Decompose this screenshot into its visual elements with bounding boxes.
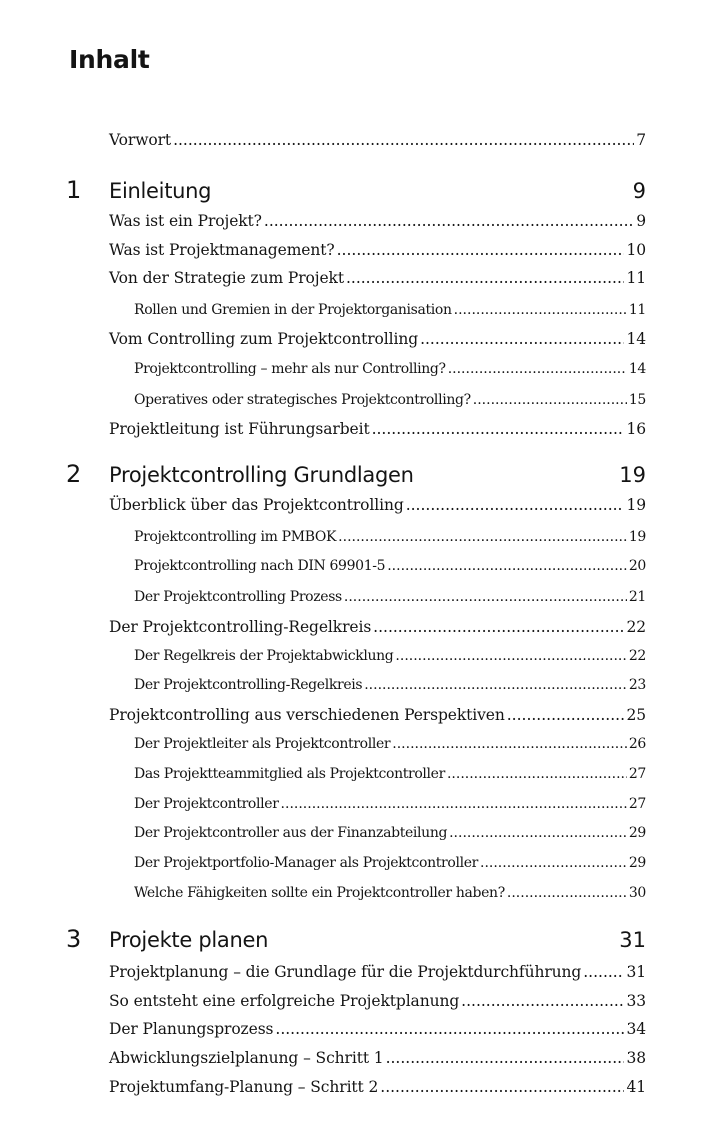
entry-title: Der Planungsprozess bbox=[109, 1020, 274, 1038]
entry-page-number: 29 bbox=[628, 855, 646, 871]
entry-title: Der Projektcontrolling-Regelkreis bbox=[134, 677, 363, 693]
dot-leader bbox=[448, 361, 627, 377]
toc-section bbox=[109, 131, 646, 149]
toc-subsection bbox=[134, 885, 646, 901]
dot-leader bbox=[507, 706, 625, 724]
dot-leader bbox=[346, 269, 625, 287]
entry-page-number: 11 bbox=[626, 269, 646, 287]
chapter-number: 3 bbox=[66, 925, 82, 953]
entry-title: Von der Strategie zum Projekt bbox=[109, 269, 344, 287]
entry-page-number: 16 bbox=[626, 420, 646, 438]
entry-page-number: 7 bbox=[636, 131, 646, 149]
dot-leader bbox=[449, 825, 627, 841]
toc-chapter bbox=[66, 176, 646, 204]
entry-page-number: 14 bbox=[628, 361, 646, 377]
toc-section bbox=[109, 1049, 646, 1067]
dot-leader bbox=[406, 496, 625, 514]
entry-title: So entsteht eine erfolgreiche Projektplanung bbox=[109, 992, 460, 1010]
toc-subsection bbox=[134, 361, 646, 377]
entry-page-number: 26 bbox=[628, 736, 646, 752]
dot-leader bbox=[461, 992, 624, 1010]
entry-title: Projektcontrolling im PMBOK bbox=[134, 529, 337, 545]
toc-section bbox=[109, 706, 646, 724]
entry-title: Der Projektcontroller aus der Finanzabteilung bbox=[134, 825, 448, 841]
dot-leader bbox=[173, 131, 634, 149]
dot-leader bbox=[373, 618, 624, 636]
entry-title: Vorwort bbox=[109, 131, 172, 149]
entry-title: Projektcontrolling nach DIN 69901-5 bbox=[134, 558, 386, 574]
toc-section bbox=[109, 420, 646, 438]
entry-page-number: 41 bbox=[626, 1078, 646, 1096]
dot-leader bbox=[372, 420, 625, 438]
entry-page-number: 27 bbox=[628, 796, 646, 812]
entry-title: Welche Fähigkeiten sollte ein Projektcontroller haben? bbox=[134, 885, 505, 901]
dot-leader bbox=[387, 558, 627, 574]
entry-page-number: 9 bbox=[636, 212, 646, 230]
entry-title: Der Projektcontrolling-Regelkreis bbox=[109, 618, 372, 636]
chapter-title: Projekte planen bbox=[109, 928, 269, 952]
toc-subsection bbox=[134, 302, 646, 318]
entry-page-number: 33 bbox=[626, 992, 646, 1010]
toc-subsection bbox=[134, 766, 646, 782]
toc-subsection bbox=[134, 825, 646, 841]
chapter-number: 2 bbox=[66, 460, 82, 488]
chapter-title: Projektcontrolling Grundlagen bbox=[109, 463, 414, 487]
entry-title: Der Projektleiter als Projektcontroller bbox=[134, 736, 391, 752]
toc-section bbox=[109, 1078, 646, 1096]
entry-title: Projektcontrolling aus verschiedenen Perspektiven bbox=[109, 706, 505, 724]
toc-section bbox=[109, 269, 646, 287]
toc-section bbox=[109, 618, 646, 636]
entry-page-number: 38 bbox=[626, 1049, 646, 1067]
toc-chapter bbox=[66, 460, 646, 488]
toc-subsection bbox=[134, 589, 646, 605]
toc-subsection bbox=[134, 855, 646, 871]
toc-chapter bbox=[66, 925, 646, 953]
dot-leader bbox=[395, 648, 626, 664]
dot-leader bbox=[473, 392, 627, 408]
toc-section bbox=[109, 241, 646, 259]
dot-leader bbox=[344, 589, 627, 605]
dot-leader bbox=[337, 241, 625, 259]
toc-subsection bbox=[134, 558, 646, 574]
entry-title: Projektleitung ist Führungsarbeit bbox=[109, 420, 370, 438]
toc-subsection bbox=[134, 648, 646, 664]
entry-page-number: 15 bbox=[628, 392, 646, 408]
toc-section bbox=[109, 496, 646, 514]
toc-title: Inhalt bbox=[69, 45, 150, 74]
toc-subsection bbox=[134, 392, 646, 408]
entry-title: Der Projektcontrolling Prozess bbox=[134, 589, 342, 605]
dot-leader bbox=[583, 963, 624, 981]
toc-subsection bbox=[134, 796, 646, 812]
dot-leader bbox=[480, 855, 627, 871]
dot-leader bbox=[507, 885, 627, 901]
entry-page-number: 19 bbox=[628, 529, 646, 545]
entry-page-number: 31 bbox=[626, 963, 646, 981]
entry-title: Abwicklungszielplanung – Schritt 1 bbox=[109, 1049, 384, 1067]
entry-title: Der Regelkreis der Projektabwicklung bbox=[134, 648, 394, 664]
entry-title: Vom Controlling zum Projektcontrolling bbox=[109, 330, 419, 348]
entry-title: Projektplanung – die Grundlage für die Projektdurchführung bbox=[109, 963, 582, 981]
entry-page-number: 14 bbox=[626, 330, 646, 348]
dot-leader bbox=[264, 212, 634, 230]
entry-page-number: 19 bbox=[626, 496, 646, 514]
chapter-page-number: 31 bbox=[619, 928, 646, 952]
dot-leader bbox=[447, 766, 627, 782]
toc-section bbox=[109, 212, 646, 230]
dot-leader bbox=[275, 1020, 624, 1038]
chapter-title: Einleitung bbox=[109, 179, 212, 203]
entry-title: Rollen und Gremien in der Projektorganisation bbox=[134, 302, 452, 318]
entry-title: Projektcontrolling – mehr als nur Controlling? bbox=[134, 361, 446, 377]
entry-page-number: 11 bbox=[628, 302, 646, 318]
entry-title: Der Projektcontroller bbox=[134, 796, 279, 812]
dot-leader bbox=[420, 330, 624, 348]
entry-page-number: 30 bbox=[628, 885, 646, 901]
dot-leader bbox=[364, 677, 627, 693]
entry-page-number: 20 bbox=[628, 558, 646, 574]
toc-subsection bbox=[134, 736, 646, 752]
toc-subsection bbox=[134, 529, 646, 545]
dot-leader bbox=[392, 736, 627, 752]
entry-title: Der Projektportfolio-Manager als Projektcontroller bbox=[134, 855, 478, 871]
toc-section bbox=[109, 1020, 646, 1038]
entry-page-number: 22 bbox=[628, 648, 646, 664]
toc-section bbox=[109, 963, 646, 981]
entry-page-number: 27 bbox=[628, 766, 646, 782]
chapter-number: 1 bbox=[66, 176, 82, 204]
entry-title: Was ist Projektmanagement? bbox=[109, 241, 335, 259]
entry-title: Projektumfang-Planung – Schritt 2 bbox=[109, 1078, 379, 1096]
entry-page-number: 10 bbox=[626, 241, 646, 259]
chapter-page-number: 19 bbox=[619, 463, 646, 487]
toc-section bbox=[109, 330, 646, 348]
entry-page-number: 29 bbox=[628, 825, 646, 841]
toc-section bbox=[109, 992, 646, 1010]
dot-leader bbox=[380, 1078, 624, 1096]
toc-subsection bbox=[134, 677, 646, 693]
entry-page-number: 21 bbox=[628, 589, 646, 605]
entry-page-number: 22 bbox=[626, 618, 646, 636]
dot-leader bbox=[386, 1049, 625, 1067]
entry-page-number: 25 bbox=[626, 706, 646, 724]
entry-page-number: 23 bbox=[628, 677, 646, 693]
dot-leader bbox=[454, 302, 627, 318]
chapter-page-number: 9 bbox=[632, 179, 646, 203]
entry-title: Was ist ein Projekt? bbox=[109, 212, 262, 230]
dot-leader bbox=[281, 796, 627, 812]
dot-leader bbox=[338, 529, 627, 545]
entry-title: Das Projektteammitglied als Projektcontroller bbox=[134, 766, 445, 782]
entry-title: Überblick über das Projektcontrolling bbox=[109, 496, 404, 514]
entry-title: Operatives oder strategisches Projektcontrolling? bbox=[134, 392, 471, 408]
entry-page-number: 34 bbox=[626, 1020, 646, 1038]
